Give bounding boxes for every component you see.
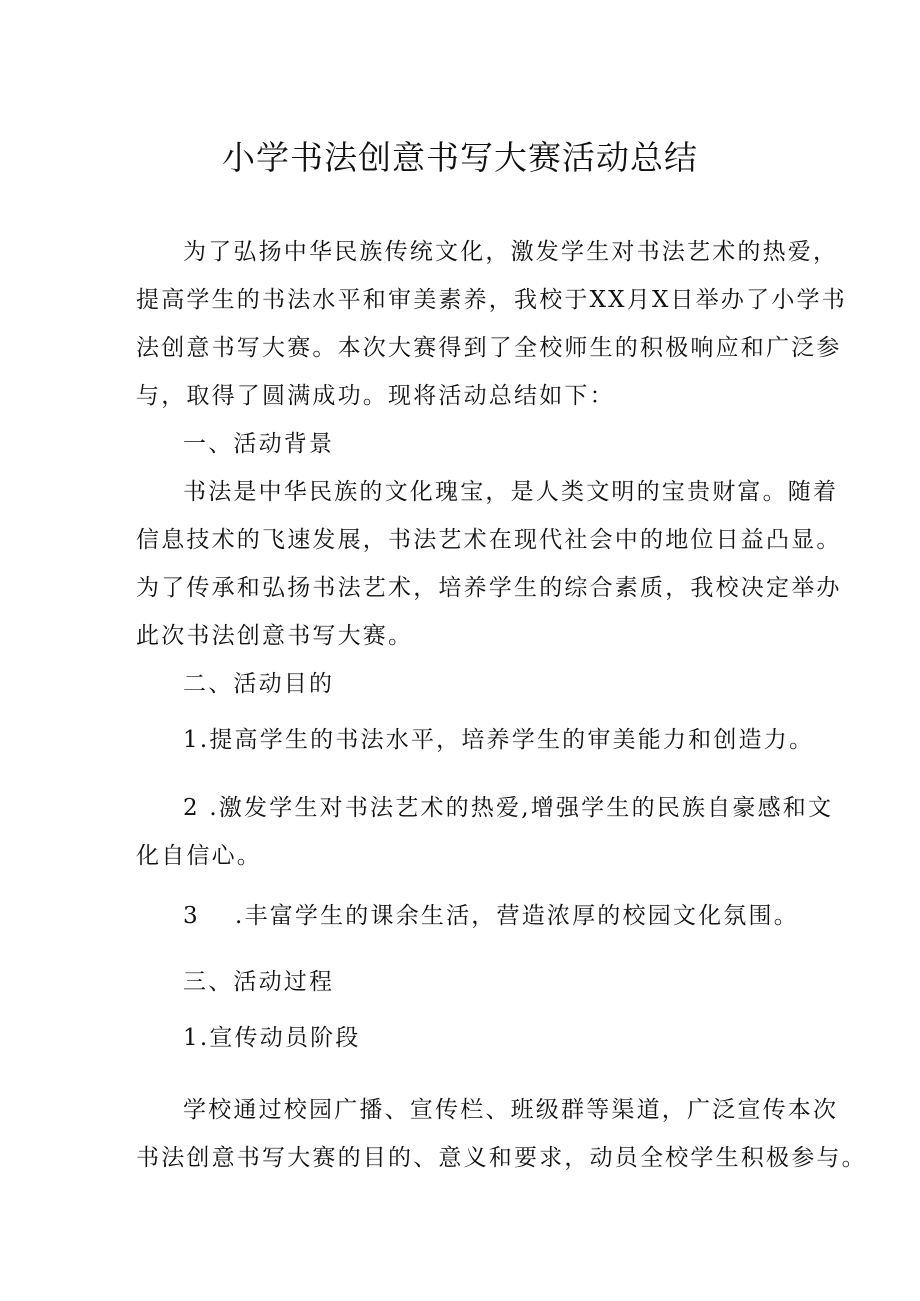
section-3-heading: 三、活动过程 bbox=[183, 969, 335, 995]
goal-item-3 bbox=[183, 900, 799, 932]
section-1-line-2: 信息技术的飞速发展，书法艺术在现代社会中的地位日益凸显。 bbox=[136, 527, 842, 553]
intro-line-1: 为了弘扬中华民族传统文化，激发学生对书法艺术的热爱， bbox=[183, 239, 839, 265]
document-title: 小学书法创意书写大赛活动总结 bbox=[222, 138, 698, 177]
goal-item-2-line-1: 2 .激发学生对书法艺术的热爱,增强学生的民族自豪感和文 bbox=[183, 795, 834, 821]
section-3-subheading: 1.宣传动员阶段 bbox=[183, 1025, 361, 1051]
section-3-line-2: 书法创意书写大赛的目的、意义和要求，动员全校学生积极参与。 bbox=[136, 1145, 867, 1171]
intro-line-3: 法创意书写大赛。本次大赛得到了全校师生的积极响应和广泛参 bbox=[136, 335, 842, 361]
section-2-heading: 二、活动目的 bbox=[183, 671, 335, 697]
section-3-line-1: 学校通过校园广播、宣传栏、班级群等渠道，广泛宣传本次 bbox=[183, 1097, 839, 1123]
goal-item-1: 1.提高学生的书法水平，培养学生的审美能力和创造力。 bbox=[183, 727, 815, 753]
intro-line-4: 与，取得了圆满成功。现将活动总结如下： bbox=[136, 383, 615, 409]
section-1-line-4: 此次书法创意书写大赛。 bbox=[136, 623, 414, 649]
intro-line-2: 提高学生的书法水平和审美素养，我校于XX月X日举办了小学书 bbox=[136, 287, 847, 313]
section-1-line-1: 书法是中华民族的文化瑰宝，是人类文明的宝贵财富。随着 bbox=[183, 479, 839, 505]
goal-item-2-line-2: 化自信心。 bbox=[136, 843, 262, 869]
goal-item-3-number: 3 bbox=[183, 903, 200, 929]
section-1-heading: 一、活动背景 bbox=[183, 431, 335, 457]
goal-item-3-text: .丰富学生的课余生活，营造浓厚的校园文化氛围。 bbox=[235, 903, 799, 929]
section-1-line-3: 为了传承和弘扬书法艺术，培养学生的综合素质，我校决定举办 bbox=[136, 575, 842, 601]
